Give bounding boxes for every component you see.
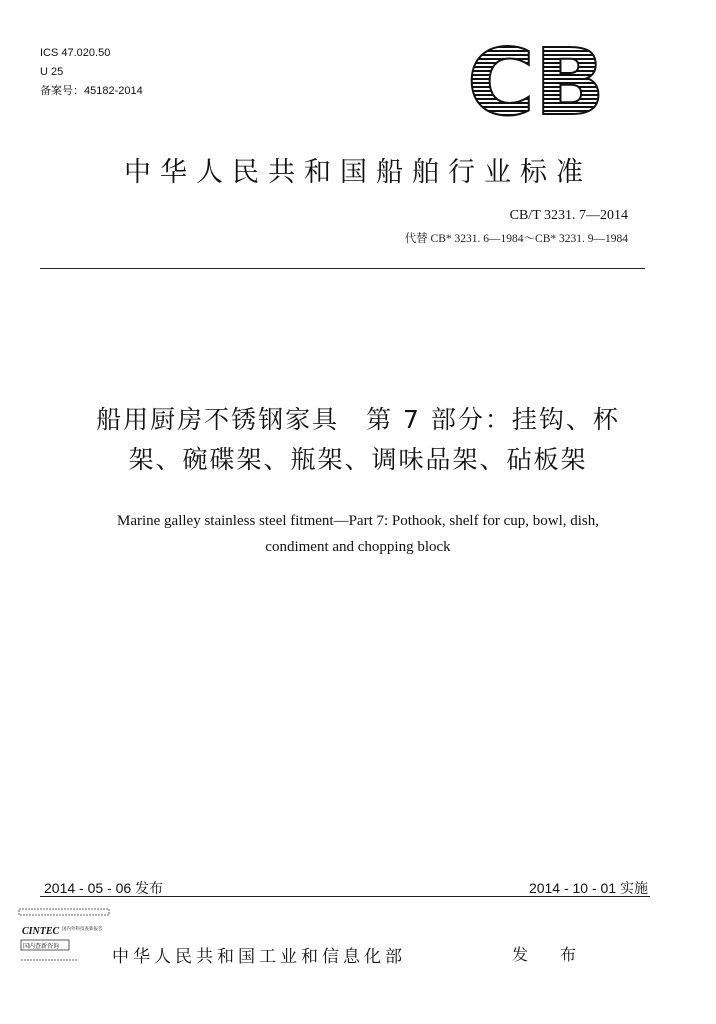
title-chinese-line-1: 船用厨房不锈钢家具 第 7 部分：挂钩、杯	[96, 405, 620, 434]
stamp-line-3: 国内查新咨询	[23, 943, 60, 950]
publish-label: 发 布	[512, 945, 585, 964]
title-english-line-1: Marine galley stainless steel fitment—Part 7: Pothook, shelf for cup, bowl, dish,	[116, 513, 599, 529]
classification-code: U 25	[40, 66, 64, 78]
cb-logo	[458, 38, 614, 122]
replaces-standards: 代替 CB* 3231. 6—1984～CB* 3231. 9—1984	[404, 233, 628, 245]
stamp-line-2: 国内外科技查新报告	[62, 927, 103, 932]
header-divider	[40, 268, 645, 269]
stamp-brand: CINTEC	[22, 926, 60, 937]
ics-code: ICS 47.020.50	[40, 47, 111, 59]
document-metadata	[40, 44, 143, 101]
title-english-line-2: condiment and chopping block	[265, 539, 451, 555]
title-chinese-line-2: 架、碗碟架、瓶架、调味品架、砧板架	[128, 445, 588, 474]
cintec-stamp	[18, 908, 110, 968]
standard-number: CB/T 3231. 7—2014	[509, 208, 628, 223]
issuing-authority: 中华人民共和国工业和信息化部	[112, 947, 406, 967]
issuing-category: 中华人民共和国船舶行业标准	[124, 157, 592, 188]
footer-divider	[40, 896, 650, 897]
implementation-date: 2014 - 10 - 01 实施	[528, 880, 648, 896]
cb-logo-text: CB	[467, 38, 605, 122]
issue-date: 2014 - 05 - 06 发布	[44, 880, 164, 896]
title-english	[18, 508, 698, 560]
filing-number: 备案号：45182-2014	[40, 85, 143, 97]
title-chinese	[18, 400, 698, 480]
